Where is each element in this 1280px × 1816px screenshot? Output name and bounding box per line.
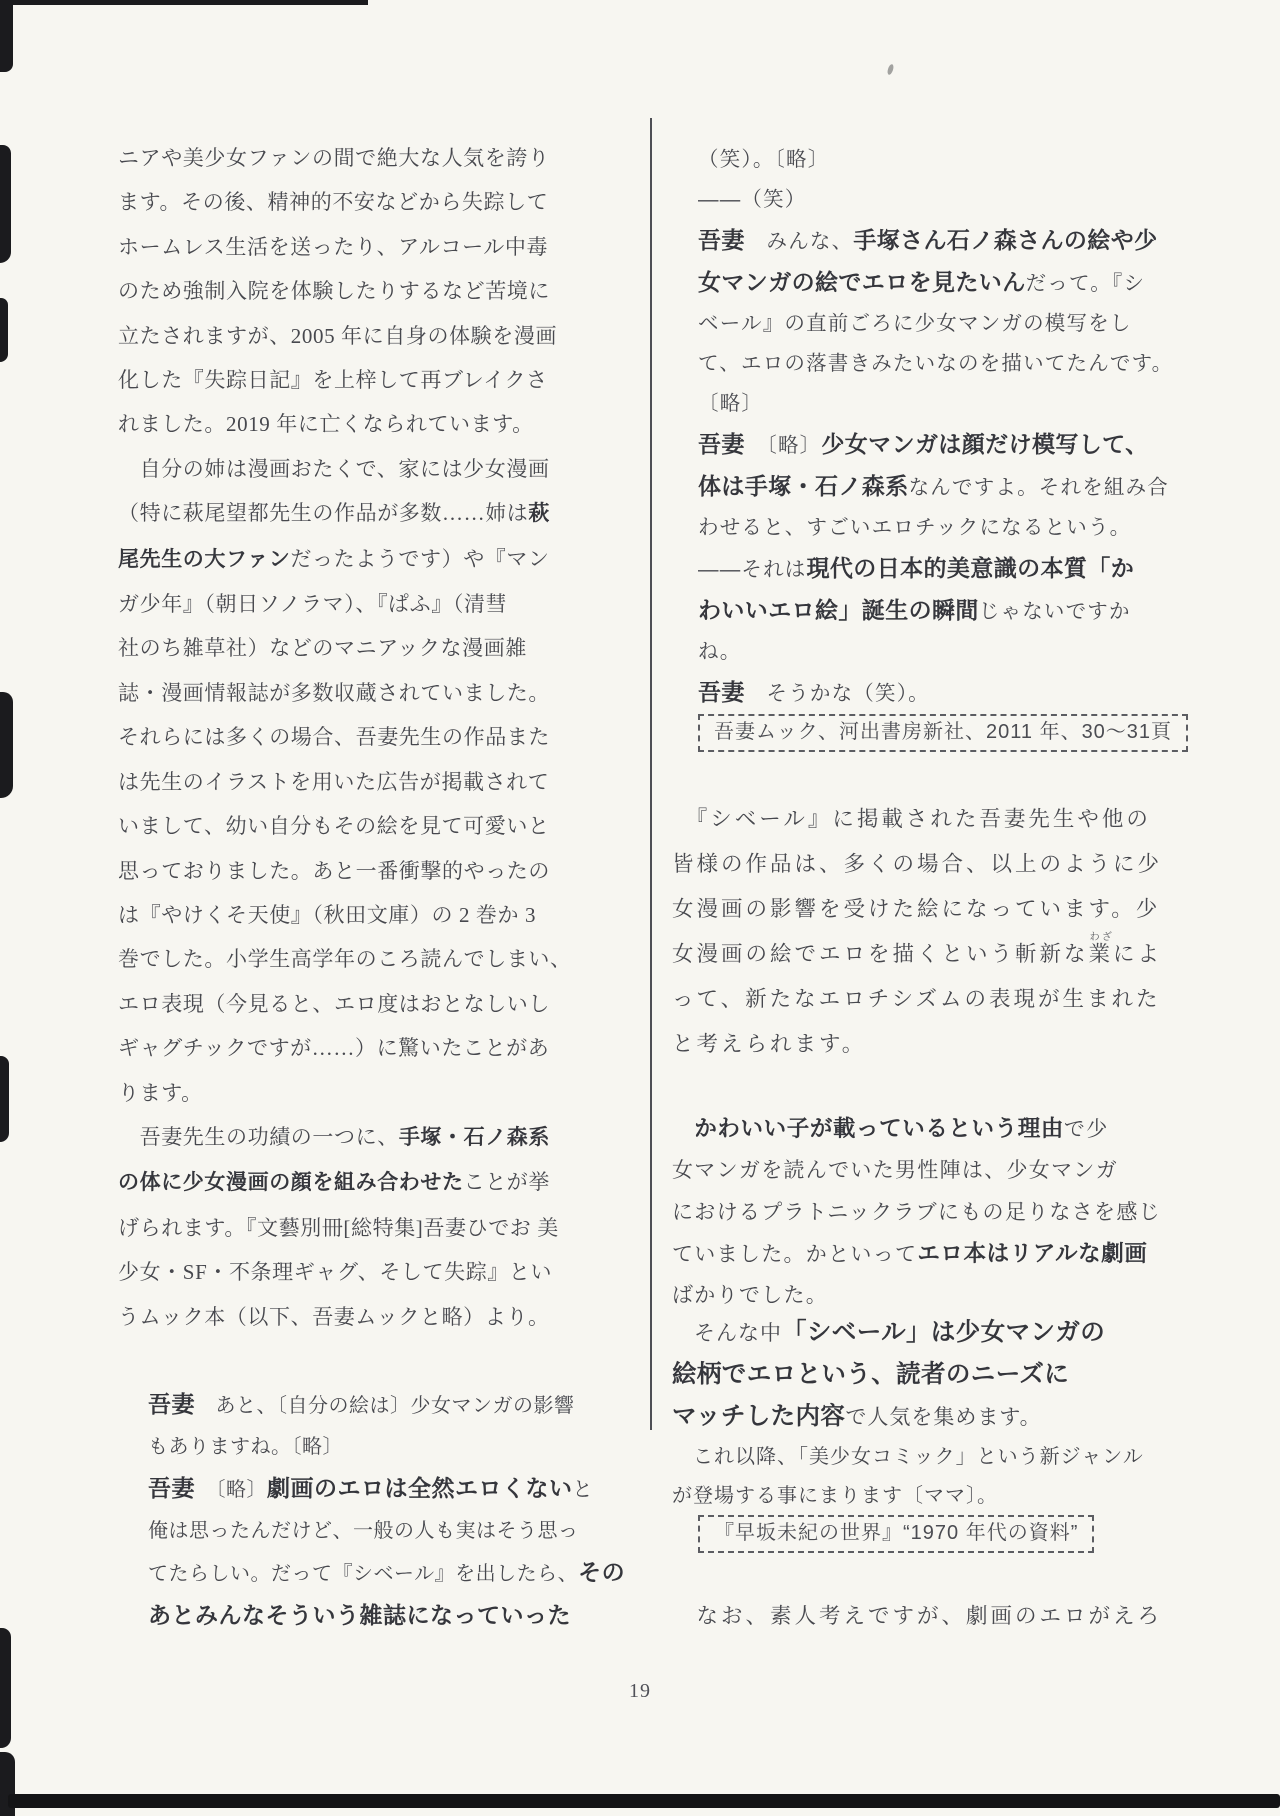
text-line: ばかりでした。 (672, 1284, 829, 1308)
bishoujo-genre-paragraph (672, 1438, 1192, 1515)
left-column (118, 136, 626, 1638)
text-line: マッチした内容で人気を集めます。 (672, 1403, 1042, 1431)
quote-line: もありますね。〔略〕 (148, 1435, 343, 1458)
quote-line: 吾妻 〔略〕少女マンガは顔だけ模写して、 (698, 431, 1149, 457)
text-line: うムック本（以下、吾妻ムックと略）より。 (118, 1304, 550, 1329)
quote-line: 吾妻 そうかな（笑）。 (698, 679, 930, 705)
quote-line: （笑）。〔略〕 (698, 148, 830, 171)
text-line: ていました。かといってエロ本はリアルな劇画 (672, 1240, 1148, 1266)
text-line: 女漫画の影響を受けた絵になっています。少 (672, 897, 1161, 921)
cybele-commentary-paragraph (672, 797, 1192, 1067)
text-line: 絵柄でエロという、読者のニーズに (672, 1361, 1070, 1389)
text-line: いまして、幼い自分もその絵を見て可愛いと (118, 814, 550, 839)
quote-line: 吾妻 みんな、手塚さん石ノ森さんの絵や少 (698, 227, 1158, 253)
text-line: それらには多くの場合、吾妻先生の作品また (118, 725, 550, 750)
column-divider (650, 118, 652, 1430)
text-line: ガ少年』（朝日ソノラマ）、『ぱふ』（清彗 (118, 592, 508, 617)
text-line: のため強制入院を体験したりするなど苦境に (118, 279, 550, 304)
quote-line: ベール』の直前ごろに少女マンガの模写をし (698, 312, 1132, 335)
quote-line: 吾妻 〔略〕劇画のエロは全然エロくないと (148, 1474, 593, 1501)
scan-artifact (0, 1056, 9, 1142)
text-line: って、新たなエロチシズムの表現が生まれた (672, 987, 1161, 1011)
quote-line: ——（笑） (698, 188, 807, 211)
scan-artifact (0, 0, 368, 5)
kawaii-readers-paragraph (672, 1108, 1192, 1316)
quote-line: 吾妻 あと、〔自分の絵は〕少女マンガの影響 (148, 1390, 575, 1417)
text-line: ります。 (118, 1080, 203, 1105)
left-body-paragraphs (118, 136, 572, 1339)
text-line: これ以降、「美少女コミック」という新ジャンル (672, 1446, 1144, 1469)
scan-artifact (0, 0, 13, 72)
text-line: 自分の姉は漫画おたくで、家には少女漫画 (118, 456, 550, 481)
quote-line: 俺は思ったんだけど、一般の人も実はそう思っ (148, 1519, 579, 1542)
text-line: と考えられます。 (672, 1032, 867, 1056)
text-line: 『シベール』に掲載された吾妻先生や他の (672, 807, 1151, 831)
quote-line: て、エロの落書きみたいなのを描いてたんです。 (698, 352, 1174, 375)
scan-artifact (0, 145, 11, 263)
text-line: 女マンガを読んでいた男性陣は、少女マンガ (672, 1159, 1118, 1183)
text-line: なお、素人考えですが、劇画のエロがえろ (672, 1604, 1163, 1629)
text-line: 吾妻先生の功績の一つに、手塚・石ノ森系 (118, 1124, 551, 1149)
text-line: におけるプラトニックラブにもの足りなさを感じ (672, 1200, 1161, 1224)
text-line: ホームレス生活を送ったり、アルコール中毒 (118, 234, 549, 259)
text-line: 化した『失踪日記』を上梓して再ブレイクさ (118, 368, 548, 393)
quote-line: あとみんなそういう雑誌になっていった (148, 1601, 571, 1628)
quote-line: 女マンガの絵でエロを見たいんだって。『シ (698, 269, 1146, 295)
page-number: 19 (629, 1680, 651, 1702)
quote-line: 体は手塚・石ノ森系なんですよ。それを組み合 (698, 473, 1170, 499)
quote-line: 〔略〕 (698, 392, 764, 415)
quote-line: ——それは現代の日本的美意識の本質「か (698, 555, 1135, 581)
text-line: ギャグチックですが……）に驚いたことがあ (118, 1036, 550, 1061)
citation-box-azuma-mook: 吾妻ムック、河出書房新社、2011 年、30〜31頁 (698, 714, 1188, 752)
text-line: 女漫画の絵でエロを描くという斬新な業わざによ (672, 932, 1163, 966)
closing-paragraph (672, 1594, 1192, 1639)
scan-artifact (0, 298, 8, 362)
text-line: げられます。『文藝別冊[総特集]吾妻ひでお 美 (118, 1215, 559, 1240)
quote-line: わせると、すごいエロチックになるという。 (698, 516, 1132, 539)
text-line: ニアや美少女ファンの間で絶大な人気を誇り (118, 146, 550, 170)
text-line: は『やけくそ天使』（秋田文庫）の 2 巻か 3 (118, 902, 537, 927)
cybele-popularity-paragraph (672, 1312, 1192, 1438)
text-line: の体に少女漫画の顔を組み合わせたことが挙 (118, 1170, 551, 1195)
text-line: が登場する事にまります〔ママ〕。 (672, 1484, 998, 1507)
citation-box-hayasaka: 『早坂未紀の世界』“1970 年代の資料” (698, 1515, 1094, 1553)
scan-artifact (0, 692, 13, 798)
text-line: そんな中「シベール」は少女マンガの (672, 1319, 1106, 1347)
text-line: 巻でした。小学生高学年のころ読んでしまい、 (118, 947, 572, 972)
quote-line: てたらしい。だって『シベール』を出したら、その (148, 1558, 626, 1585)
quote-line: ね。 (698, 640, 742, 663)
text-line: 誌・漫画情報誌が多数収蔵されていました。 (118, 680, 550, 705)
quote-line: わいいエロ絵」誕生の瞬間じゃないですか (698, 597, 1131, 623)
right-column (672, 140, 1192, 1639)
scan-edge-shadow (8, 1794, 1280, 1808)
text-line: 少女・SF・不条理ギャグ、そして失踪』とい (118, 1260, 553, 1285)
left-quote-block (118, 1384, 668, 1638)
text-line: 思っておりました。あと一番衝撃的やったの (118, 858, 550, 883)
scan-speck (886, 63, 894, 75)
text-line: れました。2019 年に亡くなられています。 (118, 412, 534, 437)
text-line: 立たされますが、2005 年に自身の体験を漫画 (118, 323, 558, 348)
right-quote-block (672, 140, 1192, 714)
text-line: エロ表現（今見ると、エロ度はおとなしいし (118, 991, 550, 1016)
text-line: 皆様の作品は、多くの場合、以上のように少 (672, 852, 1163, 876)
text-line: は先生のイラストを用いた広告が掲載されて (118, 769, 550, 794)
text-line: ます。その後、精神的不安などから失踪して (118, 190, 549, 215)
text-line: （特に萩尾望都先生の作品が多数……姉は萩 (118, 501, 551, 526)
text-line: 社のち雑草社）などのマニアックな漫画雑 (118, 636, 527, 661)
text-line: かわいい子が載っているという理由で少 (694, 1116, 1109, 1141)
text-line: 尾先生の大ファンだったようです）や『マン (118, 546, 550, 571)
scan-artifact (0, 1628, 11, 1748)
